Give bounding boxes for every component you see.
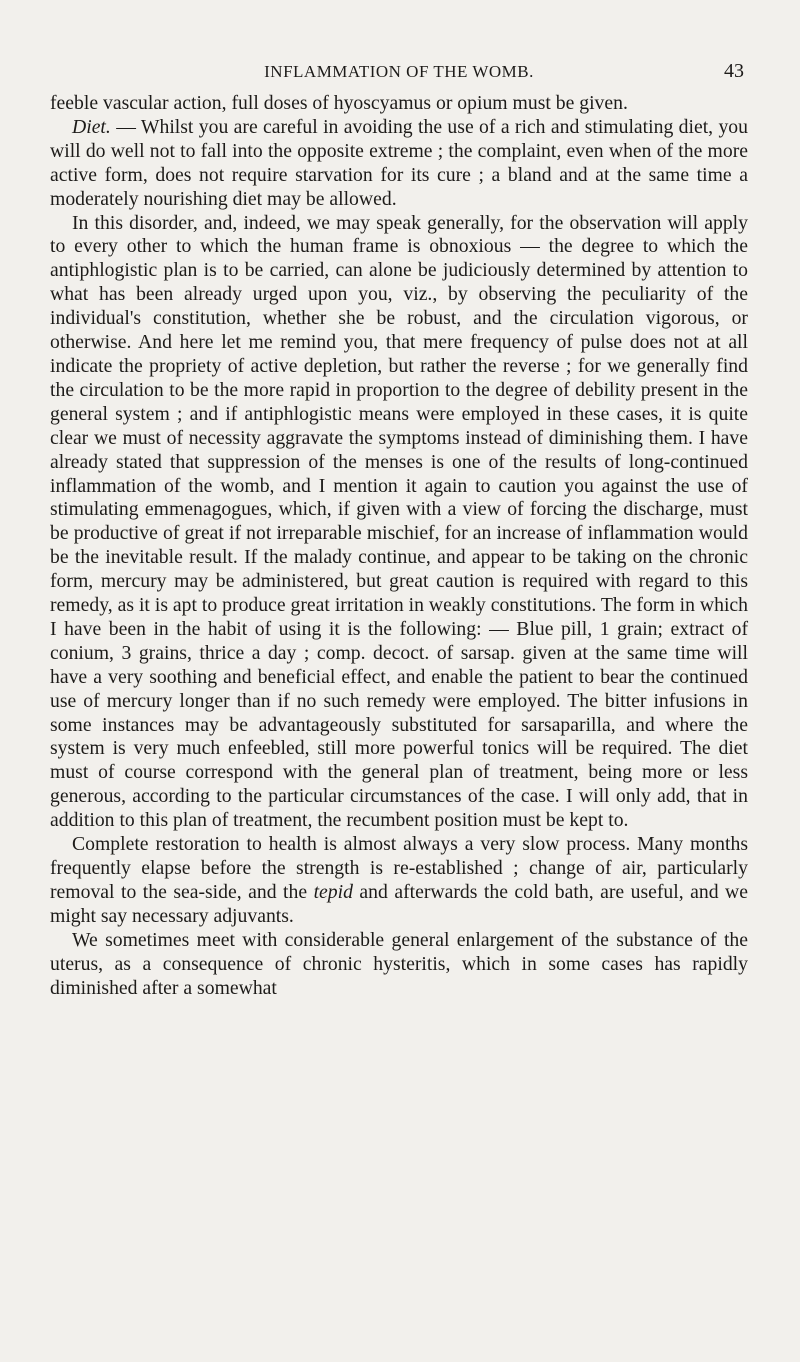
paragraph-enlargement: [50, 929, 748, 1001]
running-head: [50, 58, 748, 86]
paragraph-continuation: [50, 92, 748, 116]
paragraph-text: We sometimes meet with considerable general enlargement of the substance of the uterus, as a consequence of chronic hysteritis, which in some cases has rapidly diminished after a somewhat: [50, 928, 748, 999]
paragraph-restoration: [50, 833, 748, 929]
emphasis-tepid: tepid: [313, 880, 353, 903]
paragraph-text: feeble vascular action, full doses of hyoscyamus or opium must be given.: [50, 92, 628, 114]
paragraph-text-tail: and afterwards the cold bath, are useful, and we might say necessary adjuvants.: [50, 880, 749, 927]
paragraph-text: Complete restoration to health is almost always a very slow process. Many months frequently elapse before the strength is re-established ; change of air, particularly removal to the sea-side, and the: [50, 833, 748, 903]
paragraph-diet: [50, 116, 748, 212]
page-number: 43: [724, 60, 744, 82]
section-lead-diet: Diet.: [72, 115, 111, 138]
paragraph-text: In this disorder, and, indeed, we may speak generally, for the observation will apply to every other to which the human frame is obnoxious — the degree to which the antiphlogistic plan is to be carried, can alone be judiciously determined by attention to what has been already urged upon you, viz., by observing the peculiarity of the individual's constitution, whether she be robust, and the circulation vigorous, or otherwise. And here let me remind you, that mere frequency of pulse does not at all indicate the propriety of active depletion, but rather the reverse ; for we generally find the circulation to be the more rapid in proportion to the degree of debility present in the general system ; and if antiphlogistic means were employed in these cases, it is quite clear we must of necessity aggravate the symptoms instead of diminishing them. I have already stated that suppression of the menses is one of the results of long-continued inflammation of the womb, and I mention it again to caution you against the use of stimulating emmenagogues, which, if given with a view of forcing the discharge, must be productive of great if not irreparable mischief, for an increase of inflammation would be the inevitable result. If the malady continue, and appear to be taking on the chronic form, mercury may be administered, but great caution is required with regard to this remedy, as it is apt to produce great irritation in weakly constitutions. The form in which I have been in the habit of using it is the following: — Blue pill, 1 grain; extract of conium, 3 grains, thrice a day ; comp. decoct. of sarsap. given at the same time will have a very soothing and beneficial effect, and enable the patient to bear the continued use of mercury longer than if no such remedy were employed. The bitter infusions in some instances may be advantageously substituted for sarsaparilla, and where the system is very much enfeebled, still more powerful tonics will be required. The diet must of course correspond with the general plan of treatment, being more or less generous, according to the particular circumstances of the case. I will only add, that in addition to this plan of treatment, the recumbent position must be kept to.: [50, 211, 748, 832]
paragraph-text: — Whilst you are careful in avoiding the use of a rich and stimulating diet, you will do well not to fall into the opposite extreme ; the complaint, even when of the more active form, does not require starvation for its cure ; a bland and at the same time a moderately nourishing diet may be allowed.: [50, 115, 748, 210]
paragraph-treatment: [50, 212, 748, 834]
running-title: INFLAMMATION OF THE WOMB.: [264, 62, 534, 81]
body-text: [50, 92, 748, 1000]
